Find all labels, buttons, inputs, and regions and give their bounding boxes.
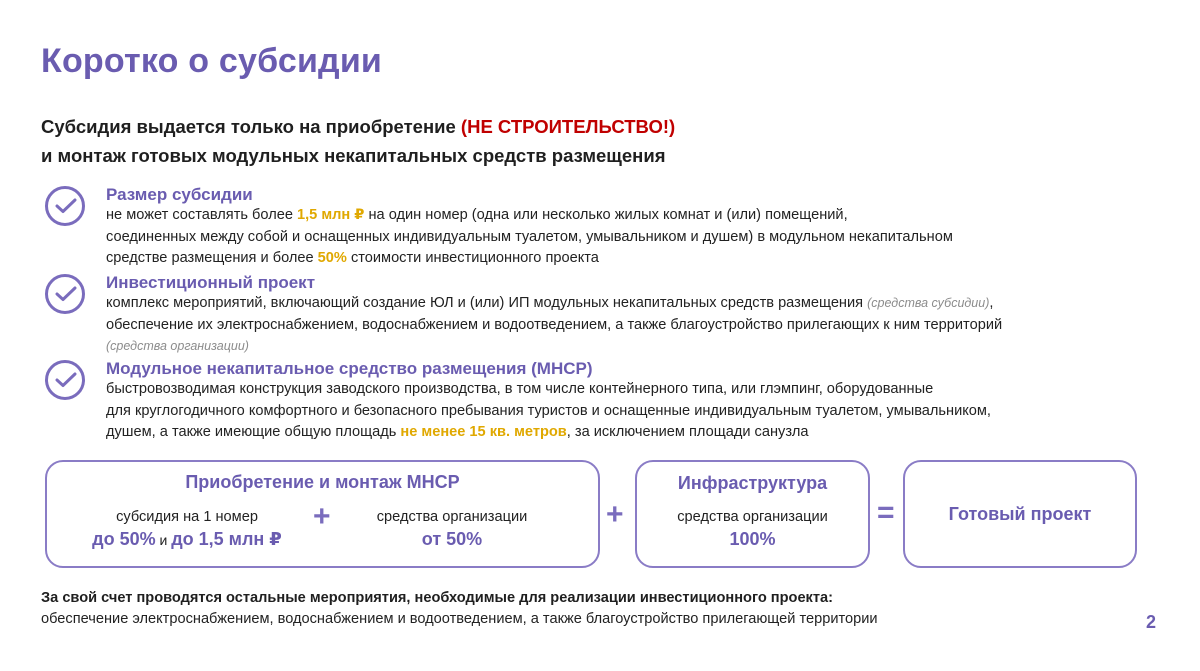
box-result	[903, 460, 1137, 568]
item-text	[106, 379, 1166, 444]
col-value	[67, 527, 307, 552]
lead-line-1-text: Субсидия выдается только на приобретение	[41, 116, 461, 137]
note: (средства субсидии)	[867, 296, 990, 310]
col-label: средства организации	[376, 509, 528, 525]
box-title: Приобретение и монтаж МНСР	[185, 472, 460, 492]
note: (средства организации)	[106, 339, 249, 353]
subsidy-column	[67, 507, 307, 552]
footer-text: обеспечение электроснабжением, водоснабжением и водоотведением, а также благоустройство прилегающей территории	[41, 611, 878, 627]
plus-icon: +	[313, 500, 331, 533]
text: не может составлять более	[106, 207, 297, 223]
footer-title: За свой счет проводятся остальные мероприятия, необходимые для реализации инвестиционного проекта:	[41, 590, 833, 606]
equals-icon: =	[877, 496, 895, 529]
lead-warning: (НЕ СТРОИТЕЛЬСТВО!)	[460, 116, 676, 137]
box-title: Инфраструктура	[677, 473, 828, 493]
page-number: 2	[1145, 612, 1156, 632]
text: соединенных между собой и оснащенных индивидуальным туалетом, умывальником и душем) в модульном некапитальном	[106, 228, 953, 245]
text: обеспечение их электроснабжением, водоснабжением и водоотведением, а также благоустройство прилегающих к ним территорий	[106, 316, 1003, 333]
col-value: от 50%	[421, 529, 483, 549]
plus-icon: +	[606, 498, 624, 531]
value: до 50%	[92, 529, 156, 549]
text: быстровозводимая конструкция заводского производства, в том числе контейнерного типа, или глэмпинг, оборудованные	[106, 381, 934, 397]
highlight-area: не менее 15 кв. метров	[400, 424, 567, 440]
text: средстве размещения и более	[106, 250, 318, 266]
page-title: Коротко о субсидии	[41, 42, 383, 80]
check-icon	[45, 360, 85, 400]
item-body	[106, 358, 1166, 444]
item-text	[106, 293, 1166, 358]
item-text	[106, 205, 1166, 270]
text: , за исключением площади санузла	[566, 424, 809, 440]
highlight-amount: 1,5 млн ₽	[297, 207, 365, 223]
check-icon	[45, 186, 85, 226]
highlight-percent: 50%	[317, 250, 347, 266]
item-body	[106, 272, 1166, 358]
item-title: Размер субсидии	[106, 185, 253, 204]
text: для круглогодичного комфортного и безопасного пребывания туристов и оснащенные индивидуальным туалетом, умывальником,	[106, 402, 991, 419]
lead-line-2: и монтаж готовых модульных некапитальных средств размещения	[41, 145, 666, 166]
item-title: Инвестиционный проект	[106, 273, 316, 292]
col-label: средства организации	[677, 509, 828, 525]
text: стоимости инвестиционного проекта	[346, 250, 599, 266]
value-connector: и	[155, 532, 172, 548]
text: ,	[989, 295, 994, 311]
item-body	[106, 184, 1166, 270]
check-icon	[45, 274, 85, 314]
text: на один номер (одна или несколько жилых комнат и (или) помещений,	[364, 207, 848, 223]
item-title: Модульное некапитальное средство размещения (МНСР)	[106, 359, 593, 378]
text: душем, а также имеющие общую площадь	[106, 424, 401, 440]
box-title: Готовый проект	[948, 504, 1092, 524]
lead-text	[41, 112, 675, 170]
text: комплекс мероприятий, включающий создание ЮЛ и (или) ИП модульных некапитальных средств размещения	[106, 295, 868, 311]
value: до 1,5 млн ₽	[171, 529, 282, 549]
infra-column	[637, 507, 868, 551]
lead-line-1	[41, 112, 675, 141]
col-label: субсидия на 1 номер	[116, 509, 258, 525]
box-infrastructure	[635, 460, 870, 568]
box-acquisition	[45, 460, 600, 568]
col-value: 100%	[729, 529, 776, 549]
org-funds-column	[347, 507, 557, 551]
